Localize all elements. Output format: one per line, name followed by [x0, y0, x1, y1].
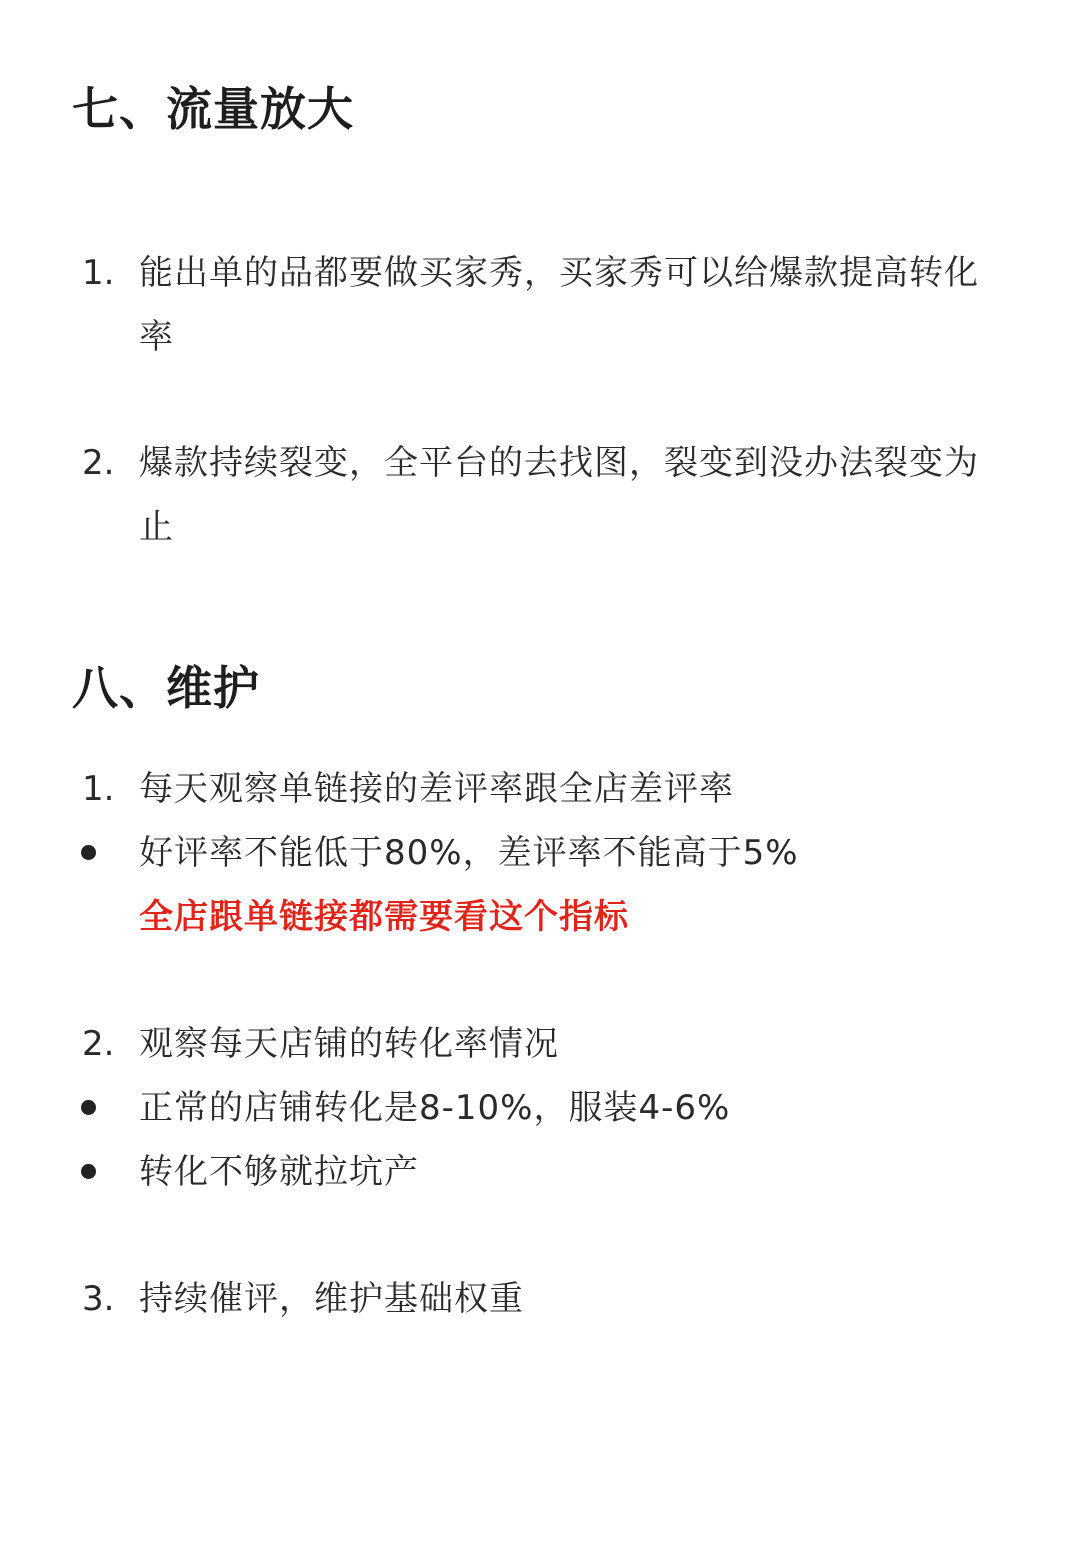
section-8-heading: 八、维护 — [72, 661, 260, 715]
bullet-item-text: 正常的店铺转化是8-10%，服装4-6% — [139, 1088, 731, 1128]
highlight-text: 全店跟单链接都需要看这个指标 — [139, 897, 629, 937]
bullet-dot-icon — [81, 1100, 96, 1115]
list-item-text: 观察每天店铺的转化率情况 — [139, 1024, 559, 1064]
list-item-text: 持续催评，维护基础权重 — [139, 1279, 524, 1319]
list-number: 1. — [82, 253, 115, 293]
bullet-item-text: 好评率不能低于80%，差评率不能高于5% — [139, 833, 799, 873]
bullet-item-text: 转化不够就拉坑产 — [139, 1152, 419, 1192]
bullet-dot-icon — [81, 1164, 96, 1179]
bullet-dot-icon — [81, 845, 96, 860]
list-number: 1. — [82, 769, 115, 809]
list-number: 2. — [82, 1024, 115, 1064]
section-7-heading: 七、流量放大 — [72, 82, 354, 136]
list-item-text: 每天观察单链接的差评率跟全店差评率 — [139, 769, 734, 809]
list-item-text: 爆款持续裂变，全平台的去找图，裂变到没办法裂变为止 — [139, 443, 979, 547]
list-number: 2. — [82, 443, 115, 483]
list-item-text: 能出单的品都要做买家秀，买家秀可以给爆款提高转化率 — [139, 253, 979, 357]
list-number: 3. — [82, 1279, 115, 1319]
